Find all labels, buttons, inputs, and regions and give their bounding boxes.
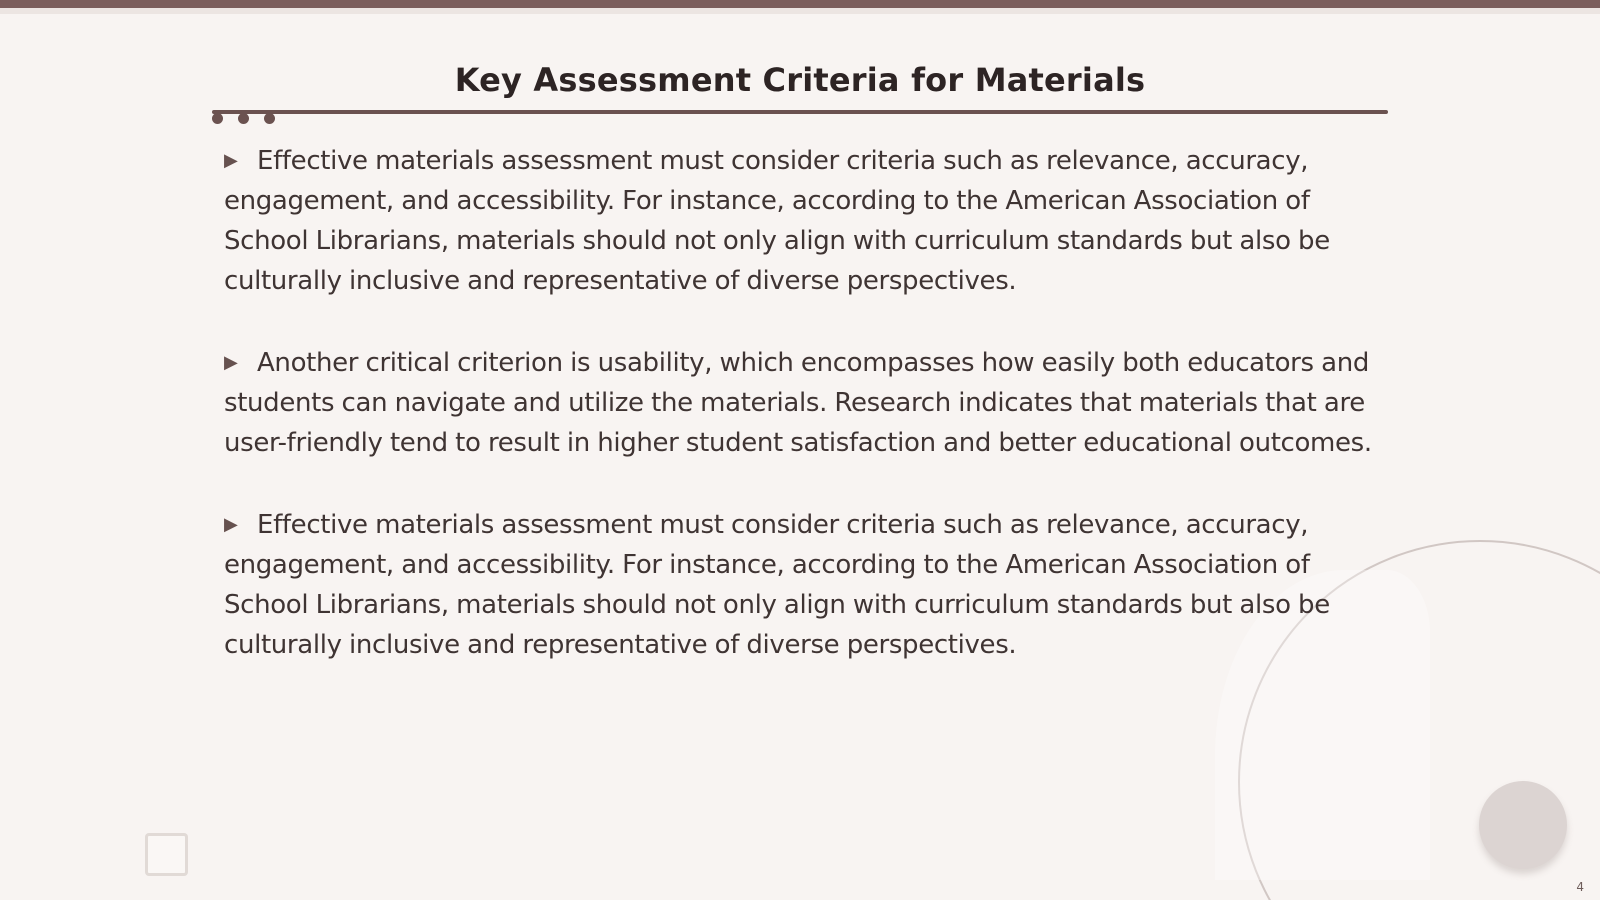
bullet-list — [224, 141, 1374, 707]
top-accent-bar — [0, 0, 1600, 8]
triangle-right-icon: ▶ — [224, 352, 238, 373]
bullet-item — [224, 505, 1374, 665]
bullet-item — [224, 141, 1374, 301]
top-accent-shadow — [0, 8, 1600, 14]
square-outline-icon — [145, 833, 188, 876]
bullet-item — [224, 343, 1374, 463]
slide-number: 4 — [1576, 880, 1584, 894]
circle-filled-icon — [1479, 781, 1567, 869]
bullet-text: Effective materials assessment must consider criteria such as relevance, accuracy, engagement, and accessibility. For instance, according to the American Association of School Librarians, materials should not only align with curriculum standards but also be culturally inclusive and representative of diverse perspectives. — [224, 146, 1330, 296]
title-divider-dot — [212, 113, 223, 124]
triangle-right-icon: ▶ — [224, 150, 238, 171]
title-divider-dot — [264, 113, 275, 124]
title-divider-dot — [238, 113, 249, 124]
title-divider — [212, 110, 1388, 114]
triangle-right-icon: ▶ — [224, 514, 238, 535]
slide-title: Key Assessment Criteria for Materials — [454, 61, 1146, 99]
bullet-text: Another critical criterion is usability, which encompasses how easily both educators and students can navigate and utilize the materials. Research indicates that materials that are user-friendly tend to result in higher student satisfaction and better educational outcomes. — [224, 348, 1372, 458]
bullet-text: Effective materials assessment must consider criteria such as relevance, accuracy, engagement, and accessibility. For instance, according to the American Association of School Librarians, materials should not only align with curriculum standards but also be culturally inclusive and representative of diverse perspectives. — [224, 510, 1330, 660]
